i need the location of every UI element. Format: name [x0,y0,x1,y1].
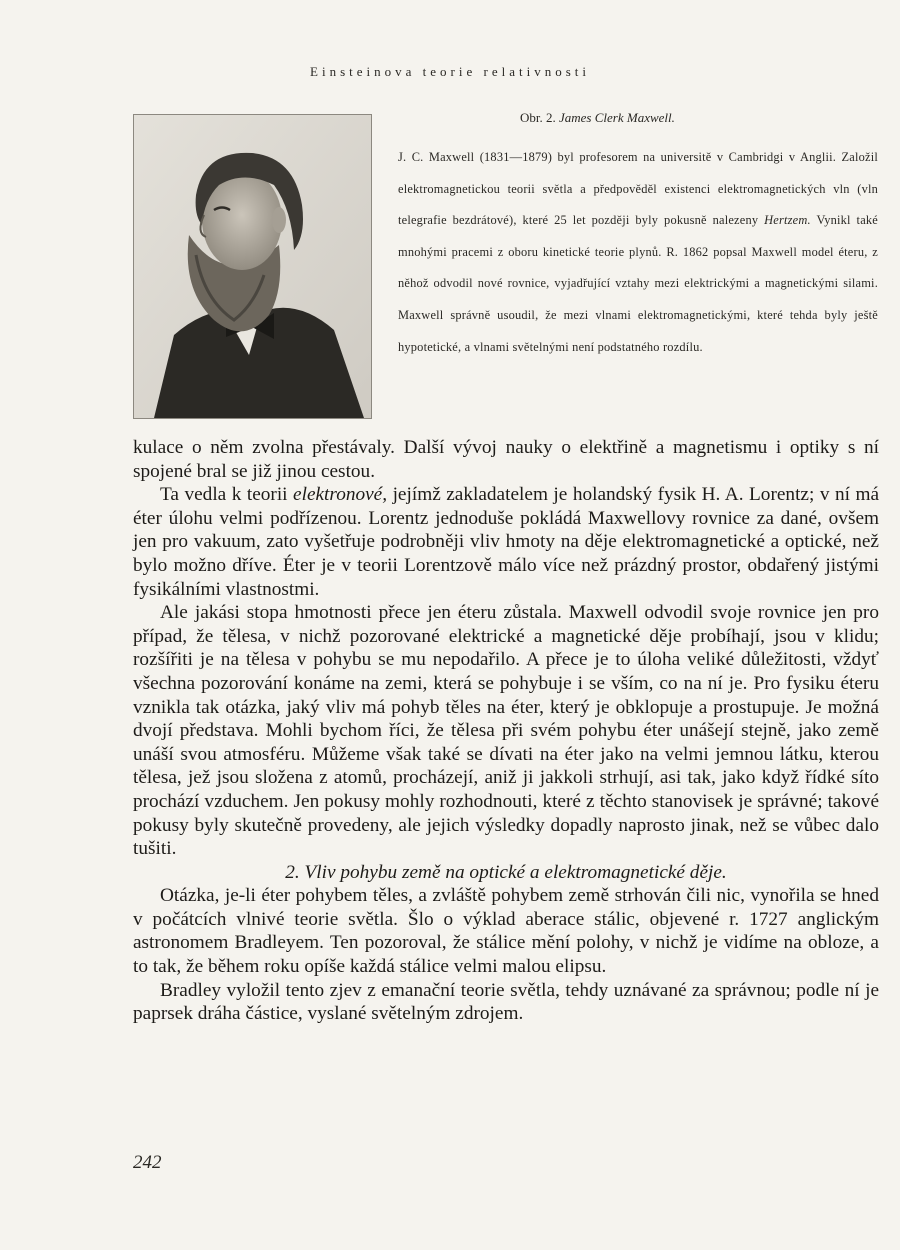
page-number: 242 [133,1152,162,1173]
figure-label: Obr. 2. [520,110,556,125]
figure-caption [398,142,878,363]
paragraph-bradley: Bradley vyložil tento zjev z emanační teorie světla, tehdy uznávané za správnou; podle ní je paprsek dráha částice, vyslané světelným zdrojem. [133,979,879,1025]
caption-paragraph [398,142,878,363]
figure-title [520,110,675,126]
body-text [133,436,879,1026]
section-title: 2. Vliv pohybu země na optické a elektromagnetické děje. [285,861,727,883]
paragraph-continuation: kulace o něm zvolna přestávaly. Další vývoj nauky o elektřině a magnetismu i optiky s ní spojené bral se již jinou cestou. [133,437,879,482]
figure-name: James Clerk Maxwell. [559,110,675,125]
caption-text: J. C. Maxwell (1831—1879) byl profesorem na universitě v Cambridgi v Anglii. Založil elektromagnetickou teorii světla a předpověděl existenci elektromagnetických vln (vln telegrafie bezdrátové), které 25 let později byly pokusně nalezeny [398,150,878,228]
portrait-figure [133,114,372,419]
paragraph-aberration: Otázka, je-li éter pohybem těles, a zvláště pohybem země strhován čili nic, vynořila se hned v počátcích vlnivé teorie světla. Šlo o výklad aberace stálic, objevené r. 1727 anglickým astronomem Bradleyem. Ten pozoroval, že stálice mění polohy, v nichž je vidíme na obloze, a to tak, že během roku opíše každá stálice velmi malou elipsu. [133,885,879,978]
paragraph-text-rest: jejímž zakladatelem je holandský fysik H. A. Lorentz; v ní má éter úlohu velmi podřízenou. Lorentz jednoduše pokládá Maxwellovy rovnice za dané, ovšem jen pro vakuum, zato vyšetřuje podrobněji vliv hmoty na děje elektromagnetické a optické, než bylo možno dříve. Éter je v teorii Lorentzově málo více než prázdný prostor, obdařený jistými fysikálními vlastnostmi. [133,484,879,600]
paragraph-ether-mass: Ale jakási stopa hmotnosti přece jen éteru zůstala. Maxwell odvodil svoje rovnice jen pro případ, že tělesa, v nichž pozorované elektrické a magnetické děje probíhají, jsou v klidu; rozšířiti je na tělesa v pohybu se mu nepodařilo. A přece je to úloha veliké důležitosti, vždyť všechna pozorování konáme na zemi, která se pohybuje i se vším, co na ní je. Pro fysiku éteru vznikla tak otázka, jaký vliv má pohyb těles na éter, který je obklopuje a prostupuje. Je možná dvojí představa. Mohli bychom říci, že tělesa při svém pohybu éter unášejí stejně, jako země unáší svou atmosféru. Můžeme však také se dívati na éter jako na velmi jemnou látku, kterou tělesa, jež jsou složena z atomů, procházejí, aniž ji jakkoli strhují, asi tak, jako když řídké síto prochází vzduchem. Jen pokusy mohly rozhodnouti, které z těchto stanovisek je správné; takové pokusy byly skutečně provedeny, ale jejich výsledky dopadly naprosto jinak, než se vůbec dalo tušiti. [133,602,879,860]
paragraph-text: Ta vedla k teorii [160,484,294,506]
portrait-illustration [134,115,371,418]
running-head: Einsteinova teorie relativnosti [310,64,590,79]
paragraph-electron-theory [133,483,879,601]
caption-emphasis: Hertzem. [764,213,811,228]
paragraph-emphasis: elektronové, [293,484,388,506]
caption-text-rest: Vynikl také mnohými pracemi z oboru kinetické teorie plynů. R. 1862 popsal Maxwell model éteru, z něhož odvodil nové rovnice, vyjadřující vztahy mezi elektrickými a magnetickými silami. Maxwell správně usoudil, že mezi vlnami elektromagnetickými, které tehda byly ještě hypotetické, a vlnami světelnými není podstatného rozdílu. [398,213,878,354]
